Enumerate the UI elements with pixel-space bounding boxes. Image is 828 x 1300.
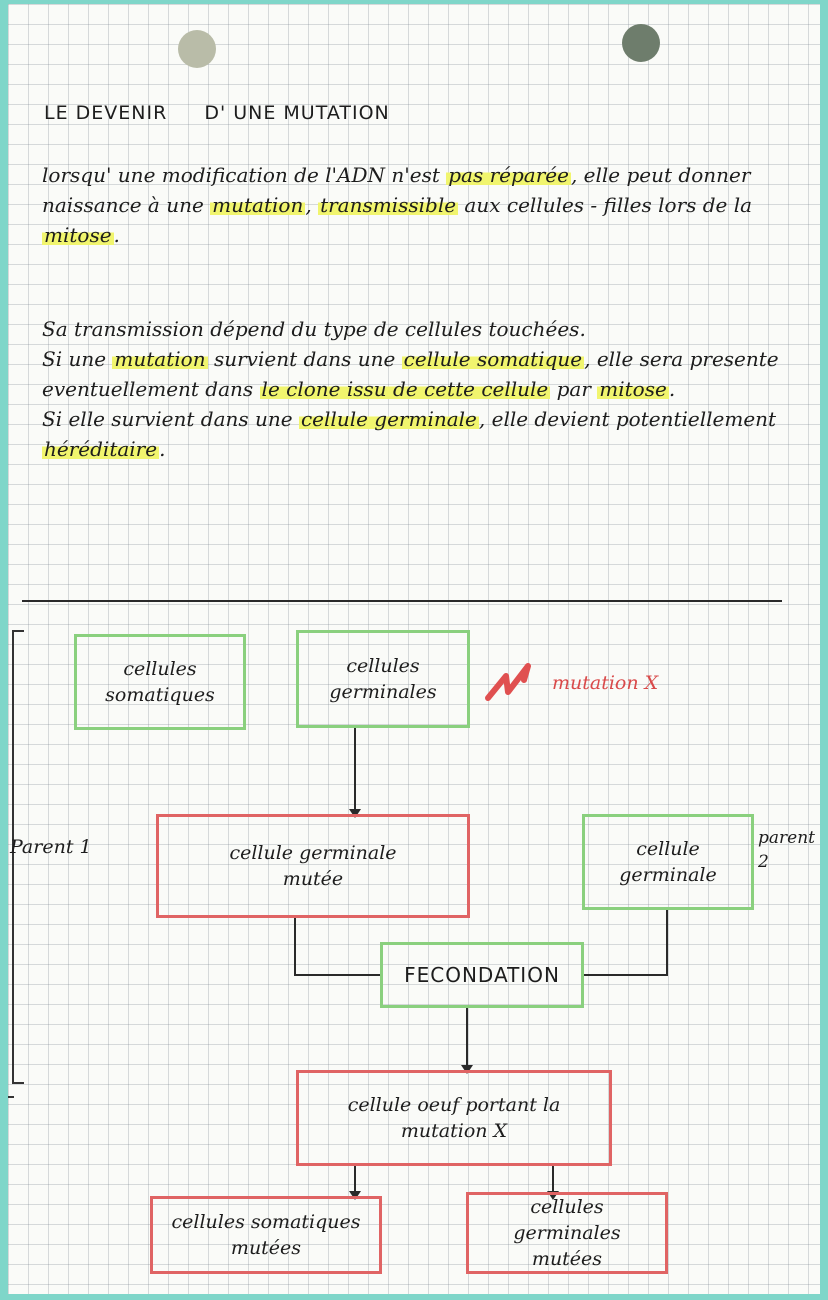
connector-right-horizontal [584,974,668,976]
mutation-x-label: mutation X [552,672,659,694]
text-span: , elle peut donner naissance à une [42,163,751,217]
highlight-cellule-somatique: cellule somatique [403,347,583,371]
text-span: . [159,437,166,461]
mutated-somatic-label: cellules somatiques mutées [171,1211,361,1259]
arrow-germ-to-mutated [354,728,356,814]
text-span: , elle sera presente eventuellement dans [42,347,779,401]
arrow-fecondation-to-egg [466,1008,468,1070]
parent-1-label: Parent 1 [10,836,92,858]
germ-cell-parent2-label: cellule germinale [619,838,717,886]
box-germ-cell-parent2 [582,814,754,910]
paragraph-repair [42,160,802,250]
highlight-mitose: mitose [599,377,667,401]
text-span: survient dans une [207,347,402,371]
highlight-clone: le clone issu de cette cellule [261,377,549,401]
box-fecondation [380,942,584,1008]
child-bracket [8,1096,14,1268]
box-mutated-germinal [466,1192,668,1274]
title-part-2: D' UNE MUTATION [204,102,390,124]
highlight-pas-reparee: pas réparée [448,163,569,187]
text-span: aux cellules - filles lors de la [458,193,753,217]
box-somatic-cells [74,634,246,730]
notebook-page [8,4,820,1294]
box-germ-cells [296,630,470,728]
mutated-germ-cell-label: cellule germinale mutée [229,842,397,890]
highlight-mutation: mutation [114,347,206,371]
text-span: , elle devient potentiellement [478,407,777,431]
section-divider [22,600,782,602]
lightning-icon [484,658,544,704]
text-block-somatic [42,344,802,404]
text-span: . [113,223,120,247]
text-span: par [550,377,598,401]
connector-right-vertical [666,910,668,976]
egg-cell-label: cellule oeuf portant la mutation X [347,1094,561,1142]
text-block-germinal [42,404,802,464]
text-span: Si une [42,347,113,371]
germ-cells-label: cellules germinales [329,655,437,703]
fecondation-label: FECONDATION [404,963,560,987]
connector-left-vertical [294,918,296,976]
box-mutated-somatic [150,1196,382,1274]
page-title [44,102,390,124]
mutated-germinal-label: cellules germinales mutées [513,1196,621,1270]
text-line: Sa transmission dépend du type de cellules touchées. [42,317,586,341]
text-span: Si elle survient dans une [42,407,299,431]
arrow-egg-to-somatic [354,1166,356,1196]
text-span: lorsqu' une modification de l'ADN n'est [42,163,447,187]
box-egg-cell [296,1070,612,1166]
highlight-mitose: mitose [44,223,112,247]
connector-left-horizontal [294,974,380,976]
highlight-transmissible: transmissible [320,193,457,217]
paragraph-transmission [42,314,802,464]
title-part-1: LE DEVENIR [44,102,168,124]
highlight-hereditaire: héréditaire [44,437,158,461]
highlight-cellule-germinale: cellule germinale [300,407,477,431]
text-span: . [668,377,676,401]
box-mutated-germ-cell [156,814,470,918]
parent-2-label: parent 2 [758,828,815,872]
highlight-mutation: mutation [212,193,304,217]
binder-hole-right [622,24,660,62]
binder-hole-left [178,30,216,68]
text-span: , [305,193,319,217]
somatic-cells-label: cellules somatiques [105,658,215,706]
